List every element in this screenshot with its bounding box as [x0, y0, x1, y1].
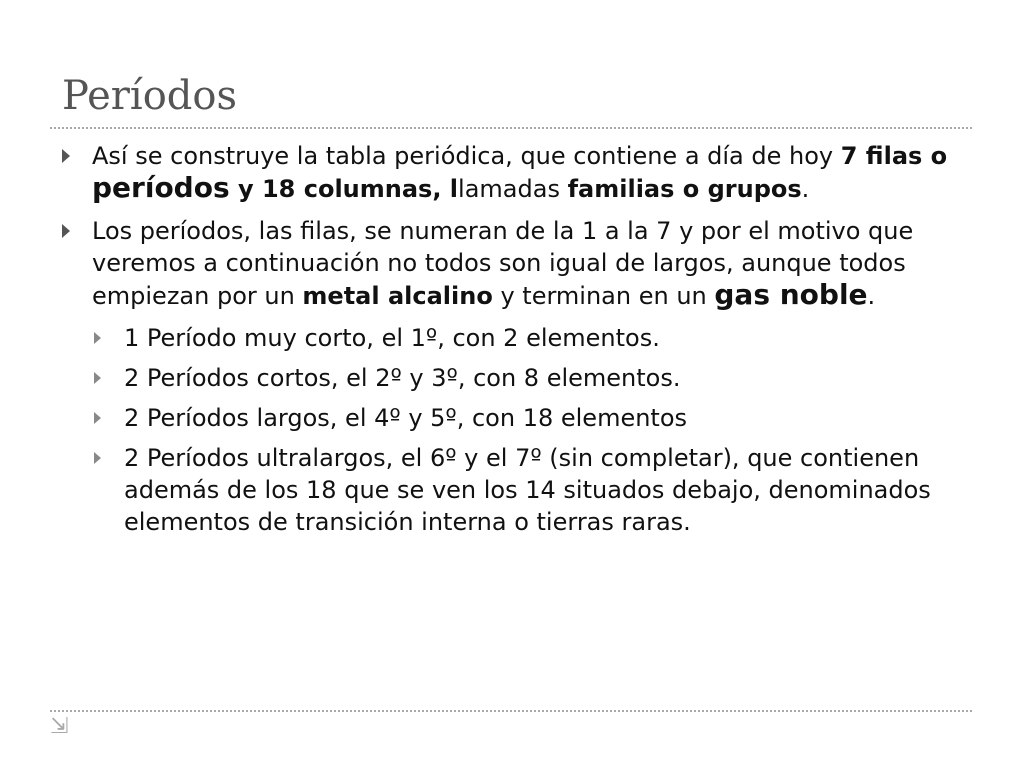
subbullet-arrow-icon [94, 332, 101, 344]
subbullet-3 [92, 402, 970, 434]
subbullet-2-text: 2 Períodos cortos, el 2º y 3º, con 8 elementos. [124, 364, 681, 392]
bullet-1 [60, 140, 970, 205]
bullet-1-bold-columnas: y 18 columnas, l [229, 175, 459, 203]
subbullet-3-text: 2 Períodos largos, el 4º y 5º, con 18 elementos [124, 404, 688, 432]
footer-divider [50, 710, 972, 712]
subbullet-2 [92, 362, 970, 394]
resize-corner-icon: ⇲ [50, 714, 69, 739]
bullet-1-bold-familias: familias o grupos [567, 175, 802, 203]
subbullet-arrow-icon [94, 372, 101, 384]
bullet-arrow-icon [62, 149, 70, 163]
bullet-1-text-llamadas: lamadas [458, 175, 568, 203]
subbullet-4 [92, 442, 970, 538]
bullet-arrow-icon [62, 224, 70, 238]
subbullet-1-text: 1 Período muy corto, el 1º, con 2 elementos. [124, 324, 660, 352]
bullet-2-text: Los períodos, las filas, se numeran de la 1 a la 7 y por el motivo que veremos a continuación no todos son igual de largos, aunque todos empiezan por un [92, 217, 914, 310]
bullet-1-bold-filas: 7 filas o [840, 142, 948, 170]
title-divider [50, 127, 972, 129]
subbullet-arrow-icon [94, 412, 101, 424]
subbullet-1 [92, 322, 970, 354]
slide-content [60, 140, 970, 546]
bullet-1-bold-periodos: períodos [92, 171, 230, 204]
bullet-2-bold-gas-noble: gas noble [714, 278, 868, 311]
bullet-2 [60, 215, 970, 312]
bullet-2-text-terminan: y terminan en un [492, 282, 715, 310]
subbullet-arrow-icon [94, 452, 101, 464]
slide-title: Períodos [62, 73, 237, 119]
bullet-2-period: . [867, 282, 876, 310]
subbullet-4-text: 2 Períodos ultralargos, el 6º y el 7º (sin completar), que contienen además de los 18 que se ven los 14 situados debajo, denominados elementos de transición interna o tierras raras. [124, 444, 931, 536]
bullet-2-bold-metal-alcalino: metal alcalino [302, 282, 493, 310]
bullet-1-period: . [801, 175, 810, 203]
bullet-1-text: Así se construye la tabla periódica, que contiene a día de hoy [92, 142, 841, 170]
